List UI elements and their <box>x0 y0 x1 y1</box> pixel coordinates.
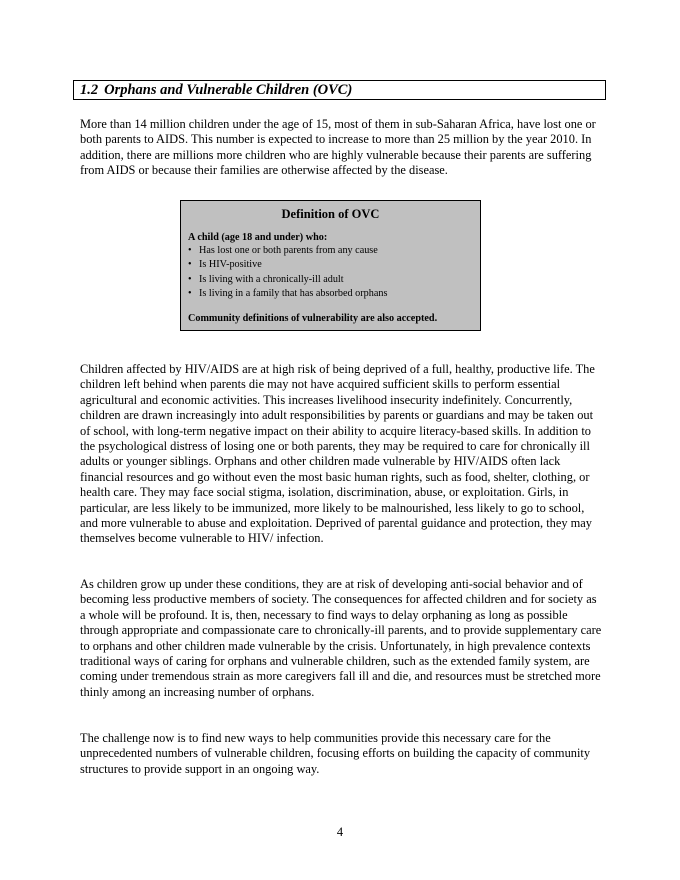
list-item-text: Is living in a family that has absorbed orphans <box>199 287 388 299</box>
list-item-text: Is living with a chronically-ill adult <box>199 273 344 285</box>
section-heading <box>80 81 605 100</box>
section-heading-box <box>73 80 606 100</box>
bullet-icon: • <box>188 245 192 256</box>
paragraph-challenge: The challenge now is to find new ways to help communities provide this necessary care for the unprecedented numbers of vulnerable children, focusing efforts on building the capacity of community structures to provide support in an ongoing way. <box>80 731 591 776</box>
list-item-text: Is HIV-positive <box>199 259 262 271</box>
list-item <box>188 244 473 258</box>
list-item <box>188 287 473 301</box>
definition-criteria-list <box>188 244 473 301</box>
definition-box-footer: Community definitions of vulnerability are also accepted. <box>188 313 438 325</box>
bullet-icon: • <box>188 273 192 285</box>
section-number: 1.2 <box>80 82 99 98</box>
paragraph-risks: Children affected by HIV/AIDS are at high risk of being deprived of a full, healthy, productive life. The children left behind when parents die may not have acquired sufficient skills to perform essential agricultural and economic activities. This increases livelihood insecurity indefinitely. Concurrently, children are drawn increasingly into adult responsibilities by parents or guardians and may be taken out of school, with long-term negative impact on their ability to acquire literacy-based skills. In addition to the psychological distress of losing one or both parents, they may be required to care for chronically ill adults or younger siblings. Orphans and other children made vulnerable by HIV/AIDS often lack financial resources and go without even the most basic human rights, such as food, shelter, clothing, or health care. They may face social stigma, isolation, discrimination, abuse, or exploitation. Girls, in particular, are less likely to be immunized, more likely to be malnourished, less likely to go to school, and more vulnerable to abuse and exploitation. Deprived of parental guidance and protection, they may themselves become vulnerable to HIV/ infection. <box>80 362 595 546</box>
definition-box-title: Definition of OVC <box>281 207 380 221</box>
section-title: Orphans and Vulnerable Children (OVC) <box>104 82 353 98</box>
list-item-text: Has lost one or both parents from any cause <box>199 245 378 256</box>
page-number: 4 <box>336 825 344 839</box>
bullet-icon: • <box>188 259 192 271</box>
list-item <box>188 273 473 287</box>
paragraph-intro: More than 14 million children under the age of 15, most of them in sub-Saharan Africa, have lost one or both parents to AIDS. This number is expected to increase to more than 25 million by the year 2010. In addition, there are millions more children who are highly vulnerable because their parents are suffering from AIDS or because their families are otherwise affected by the disease. <box>80 117 596 178</box>
bullet-icon: • <box>188 287 192 299</box>
list-item <box>188 258 473 272</box>
paragraph-consequences: As children grow up under these conditions, they are at risk of developing anti-social behavior and of becoming less productive members of society. The consequences for affected children and for society as a whole will be profound. It is, then, necessary to find ways to delay orphaning as long as possible through appropriate and compassionate care to chronically-ill parents, and to provide supplementary care to orphans and other children made vulnerable by the crisis. Unfortunately, in high prevalence contexts traditional ways of caring for orphans and vulnerable children, such as the extended family system, are coming under tremendous strain as more caregivers fall ill and die, and resources must be stretched more thinly among an increasing number of orphans. <box>80 577 602 699</box>
definition-box-intro: A child (age 18 and under) who: <box>188 232 328 243</box>
ovc-definition-box <box>180 200 481 331</box>
